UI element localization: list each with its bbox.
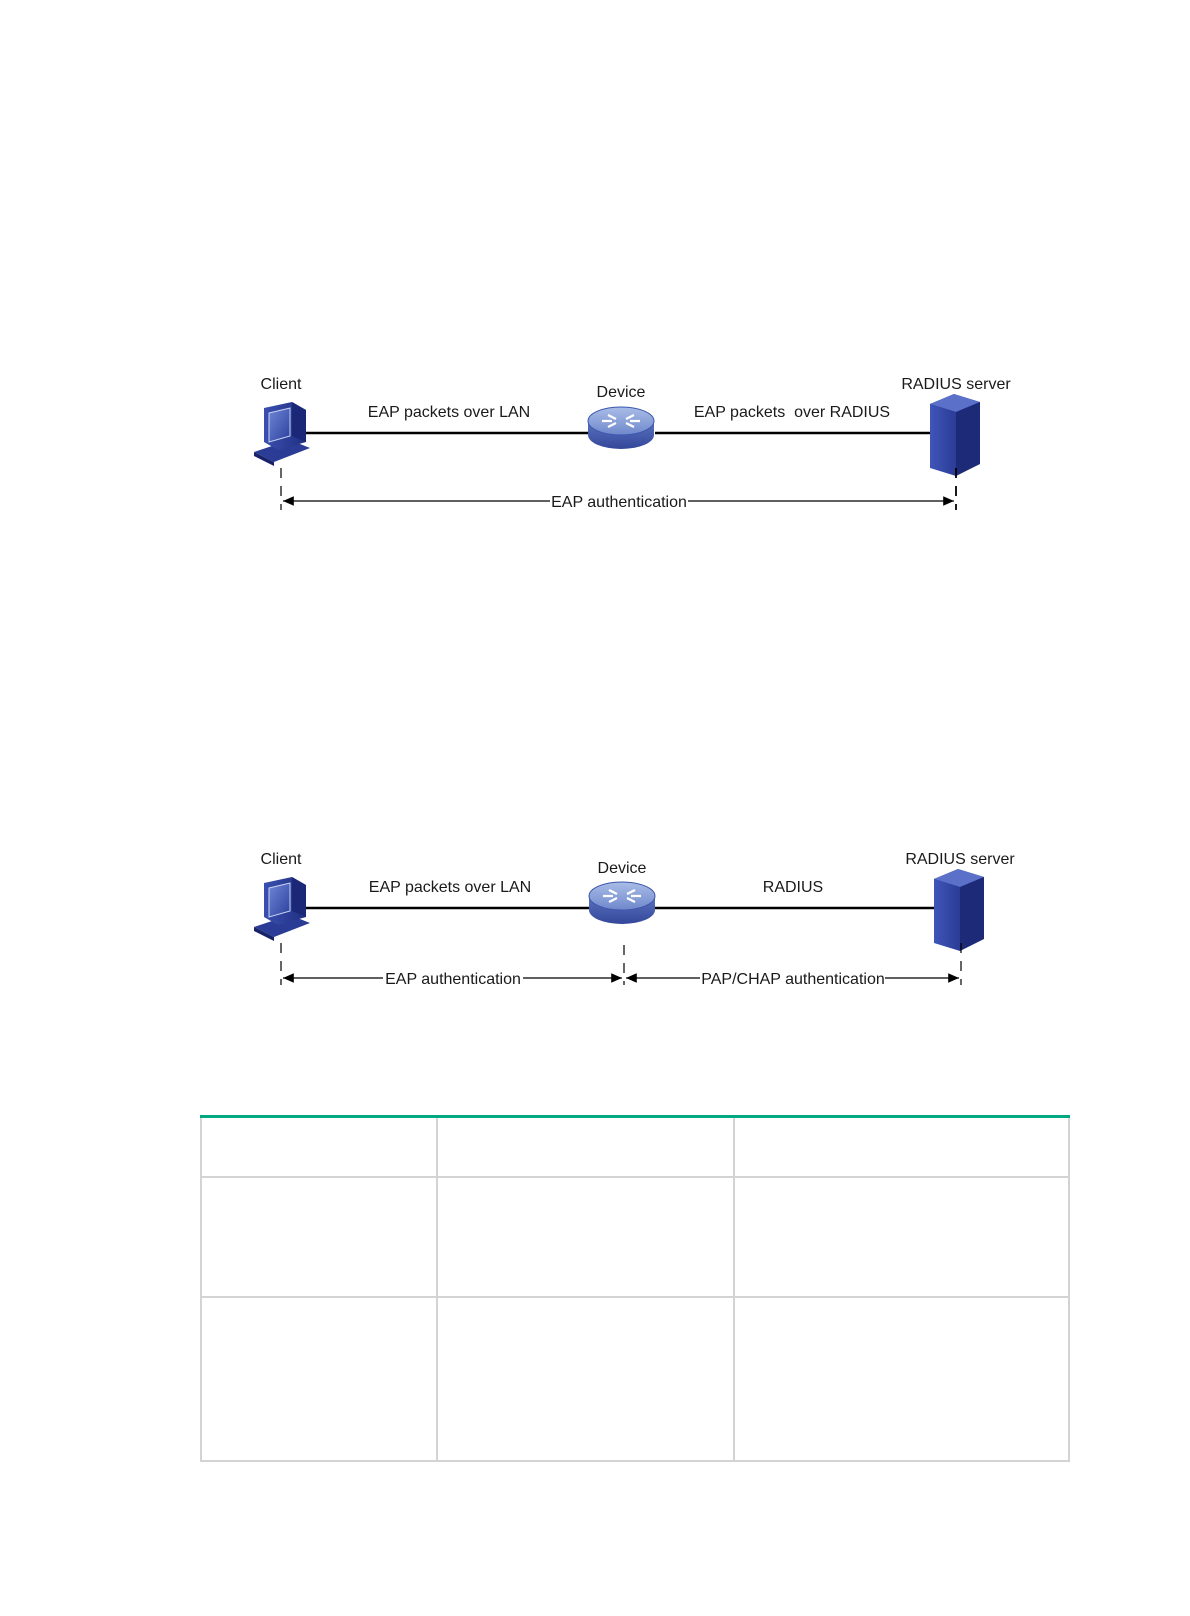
header-cell-3: [734, 1117, 1069, 1178]
table-cell: [734, 1297, 1069, 1461]
client-computer-icon: [254, 877, 310, 941]
table-header-row: [201, 1117, 1069, 1178]
comparison-table: [200, 1115, 1070, 1462]
left-link-label: EAP packets over LAN: [368, 879, 532, 896]
server-label: RADIUS server: [905, 851, 1015, 868]
table-cell: [734, 1177, 1069, 1297]
table-cell: [437, 1177, 733, 1297]
radius-server-icon: [934, 869, 984, 951]
client-label: Client: [260, 851, 302, 868]
eap-termination-diagram: [0, 845, 1190, 1005]
right-link-label: RADIUS: [762, 879, 824, 896]
left-link-label: EAP packets over LAN: [367, 404, 531, 421]
radius-server-icon: [930, 394, 980, 476]
device-label: Device: [596, 384, 646, 401]
device-router-icon: [588, 407, 654, 449]
table-row: [201, 1177, 1069, 1297]
header-cell-2: [437, 1117, 733, 1178]
server-label: RADIUS server: [901, 376, 1011, 393]
table-cell: [201, 1177, 437, 1297]
table-cell: [437, 1297, 733, 1461]
eap-auth-label: EAP authentication: [551, 494, 687, 511]
table-row: [201, 1297, 1069, 1461]
client-label: Client: [260, 376, 302, 393]
eap-relay-diagram: [0, 370, 1190, 530]
client-computer-icon: [254, 402, 310, 466]
pap-chap-auth-label: PAP/CHAP authentication: [701, 971, 885, 988]
table-cell: [201, 1297, 437, 1461]
device-label: Device: [597, 860, 647, 877]
eap-auth-label: EAP authentication: [385, 971, 521, 988]
right-link-label: EAP packets over RADIUS: [693, 404, 891, 421]
device-router-icon: [589, 882, 655, 924]
header-cell-1: [201, 1117, 437, 1178]
